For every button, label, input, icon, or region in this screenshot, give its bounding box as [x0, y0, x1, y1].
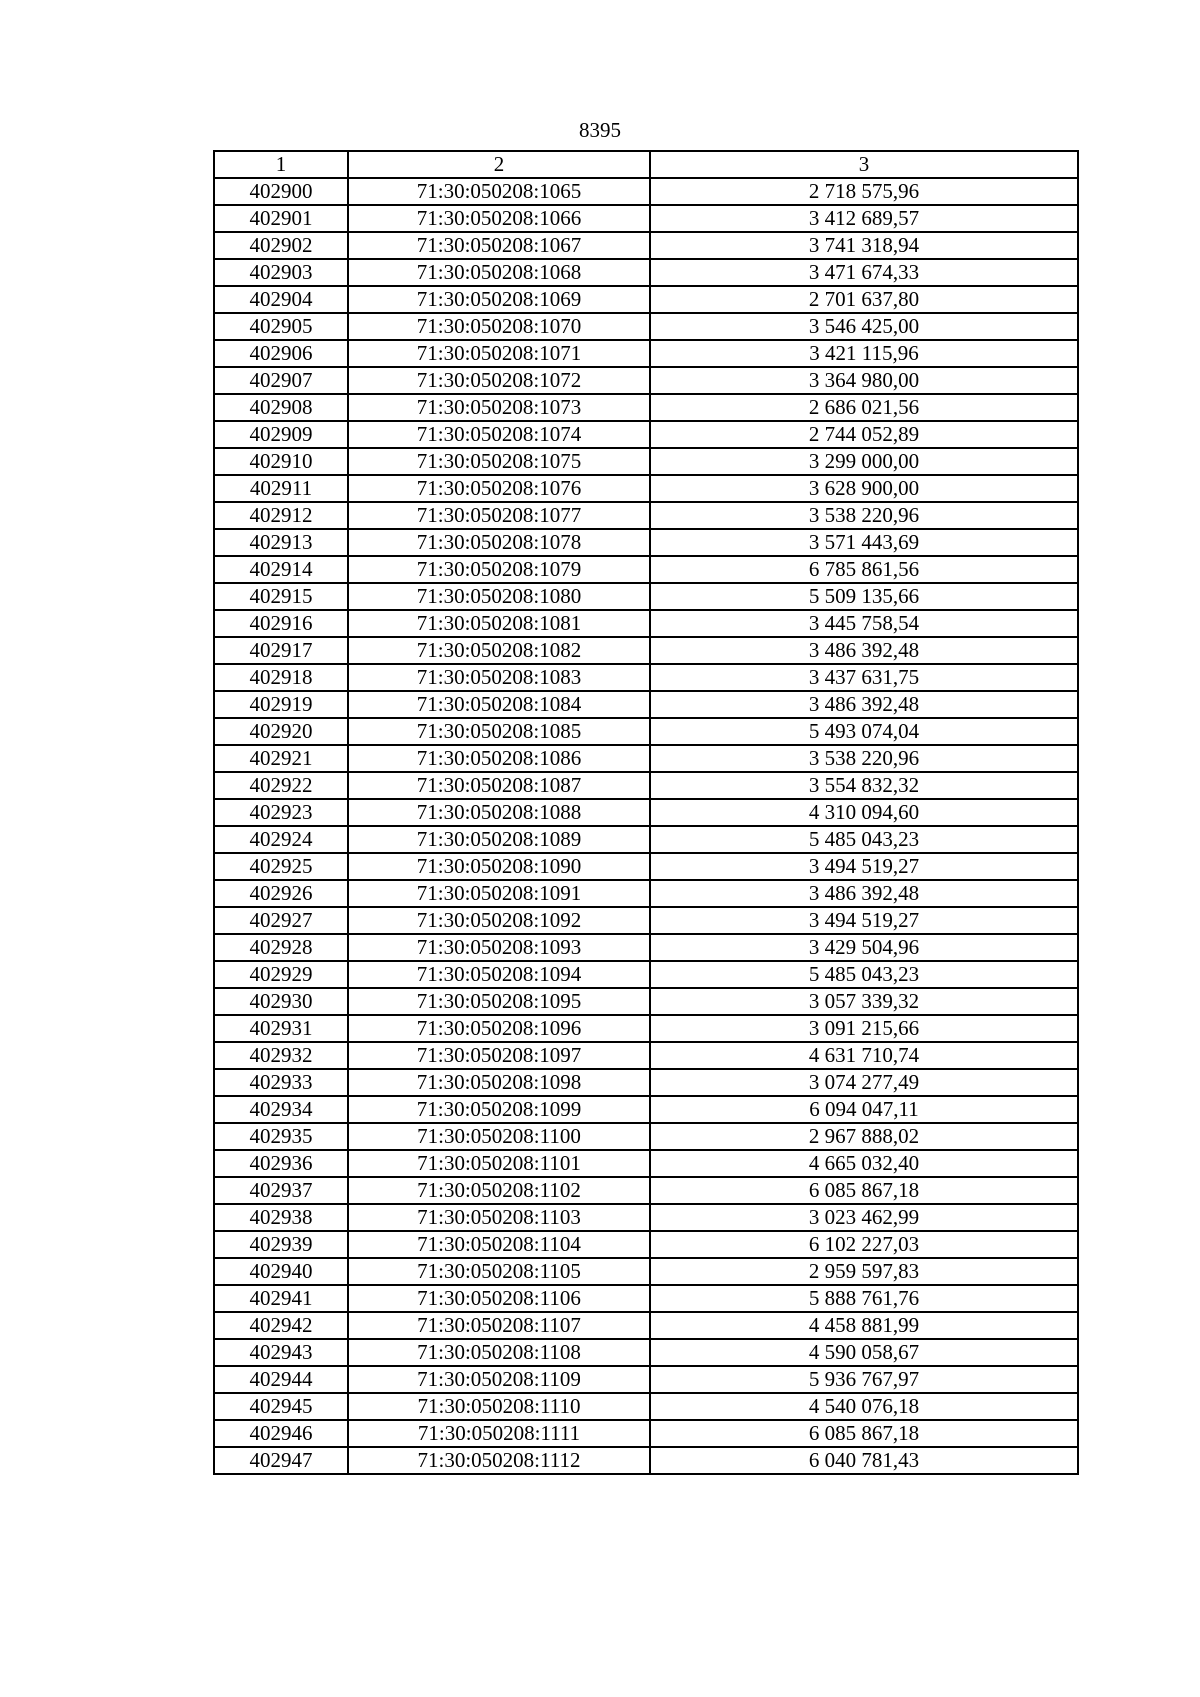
cadastral-value-cell: 3 364 980,00 — [650, 367, 1078, 394]
table-row — [214, 556, 1078, 583]
cadastral-number-cell: 71:30:050208:1089 — [348, 826, 650, 853]
table-row — [214, 313, 1078, 340]
cadastral-value-cell: 6 085 867,18 — [650, 1420, 1078, 1447]
cadastral-number-cell: 71:30:050208:1094 — [348, 961, 650, 988]
cadastral-number-cell: 71:30:050208:1083 — [348, 664, 650, 691]
cadastral-value-cell: 2 959 597,83 — [650, 1258, 1078, 1285]
cadastral-value-cell: 3 538 220,96 — [650, 502, 1078, 529]
cadastral-number-cell: 71:30:050208:1107 — [348, 1312, 650, 1339]
cadastral-value-cell: 5 493 074,04 — [650, 718, 1078, 745]
table-row — [214, 610, 1078, 637]
cadastral-value-cell: 3 445 758,54 — [650, 610, 1078, 637]
page-number: 8395 — [579, 118, 621, 142]
row-number-cell: 402929 — [214, 961, 348, 988]
table-row — [214, 988, 1078, 1015]
cadastral-number-cell: 71:30:050208:1087 — [348, 772, 650, 799]
row-number-cell: 402927 — [214, 907, 348, 934]
table-row — [214, 421, 1078, 448]
cadastral-number-cell: 71:30:050208:1098 — [348, 1069, 650, 1096]
cadastral-number-cell: 71:30:050208:1104 — [348, 1231, 650, 1258]
table-row — [214, 1447, 1078, 1474]
row-number-cell: 402912 — [214, 502, 348, 529]
cadastral-value-cell: 5 485 043,23 — [650, 961, 1078, 988]
row-number-cell: 402907 — [214, 367, 348, 394]
cadastral-value-cell: 6 102 227,03 — [650, 1231, 1078, 1258]
cadastral-value-cell: 2 744 052,89 — [650, 421, 1078, 448]
cadastral-value-cell: 6 085 867,18 — [650, 1177, 1078, 1204]
row-number-cell: 402909 — [214, 421, 348, 448]
table-row — [214, 934, 1078, 961]
row-number-cell: 402943 — [214, 1339, 348, 1366]
table-row — [214, 961, 1078, 988]
table-row — [214, 1231, 1078, 1258]
cadastral-number-cell: 71:30:050208:1106 — [348, 1285, 650, 1312]
cadastral-value-cell: 3 554 832,32 — [650, 772, 1078, 799]
cadastral-value-cell: 3 741 318,94 — [650, 232, 1078, 259]
cadastral-value-cell: 4 310 094,60 — [650, 799, 1078, 826]
cadastral-number-cell: 71:30:050208:1090 — [348, 853, 650, 880]
row-number-cell: 402922 — [214, 772, 348, 799]
row-number-cell: 402918 — [214, 664, 348, 691]
cadastral-number-cell: 71:30:050208:1076 — [348, 475, 650, 502]
cadastral-value-cell: 3 571 443,69 — [650, 529, 1078, 556]
table-row — [214, 1420, 1078, 1447]
row-number-cell: 402900 — [214, 178, 348, 205]
cadastral-number-cell: 71:30:050208:1080 — [348, 583, 650, 610]
cadastral-value-cell: 2 718 575,96 — [650, 178, 1078, 205]
table-row — [214, 448, 1078, 475]
cadastral-value-cell: 2 967 888,02 — [650, 1123, 1078, 1150]
row-number-cell: 402944 — [214, 1366, 348, 1393]
row-number-cell: 402935 — [214, 1123, 348, 1150]
cadastral-value-cell: 3 412 689,57 — [650, 205, 1078, 232]
table-row — [214, 205, 1078, 232]
cadastral-number-cell: 71:30:050208:1069 — [348, 286, 650, 313]
row-number-cell: 402937 — [214, 1177, 348, 1204]
cadastral-number-cell: 71:30:050208:1068 — [348, 259, 650, 286]
cadastral-value-cell: 2 686 021,56 — [650, 394, 1078, 421]
cadastral-value-cell: 2 701 637,80 — [650, 286, 1078, 313]
table-row — [214, 799, 1078, 826]
table-row — [214, 1015, 1078, 1042]
cadastral-value-cell: 5 936 767,97 — [650, 1366, 1078, 1393]
cadastral-value-cell: 5 485 043,23 — [650, 826, 1078, 853]
cadastral-value-cell: 5 509 135,66 — [650, 583, 1078, 610]
table-row — [214, 529, 1078, 556]
row-number-cell: 402924 — [214, 826, 348, 853]
table-row — [214, 178, 1078, 205]
row-number-cell: 402933 — [214, 1069, 348, 1096]
cadastral-number-cell: 71:30:050208:1084 — [348, 691, 650, 718]
row-number-cell: 402905 — [214, 313, 348, 340]
header-col-1: 1 — [214, 151, 348, 178]
table-row — [214, 718, 1078, 745]
cadastral-value-table — [213, 150, 1079, 1475]
cadastral-number-cell: 71:30:050208:1093 — [348, 934, 650, 961]
table-row — [214, 664, 1078, 691]
cadastral-number-cell: 71:30:050208:1100 — [348, 1123, 650, 1150]
cadastral-number-cell: 71:30:050208:1108 — [348, 1339, 650, 1366]
cadastral-value-cell: 3 494 519,27 — [650, 907, 1078, 934]
table-row — [214, 1285, 1078, 1312]
table-header — [214, 151, 1078, 178]
cadastral-number-cell: 71:30:050208:1073 — [348, 394, 650, 421]
cadastral-number-cell: 71:30:050208:1088 — [348, 799, 650, 826]
table-row — [214, 826, 1078, 853]
header-row — [214, 151, 1078, 178]
table-row — [214, 232, 1078, 259]
cadastral-number-cell: 71:30:050208:1105 — [348, 1258, 650, 1285]
cadastral-value-cell: 4 665 032,40 — [650, 1150, 1078, 1177]
cadastral-value-cell: 3 486 392,48 — [650, 691, 1078, 718]
row-number-cell: 402920 — [214, 718, 348, 745]
cadastral-value-cell: 4 590 058,67 — [650, 1339, 1078, 1366]
cadastral-value-cell: 3 429 504,96 — [650, 934, 1078, 961]
table-row — [214, 1393, 1078, 1420]
cadastral-number-cell: 71:30:050208:1074 — [348, 421, 650, 448]
table-row — [214, 259, 1078, 286]
cadastral-number-cell: 71:30:050208:1099 — [348, 1096, 650, 1123]
cadastral-number-cell: 71:30:050208:1081 — [348, 610, 650, 637]
header-col-3: 3 — [650, 151, 1078, 178]
row-number-cell: 402904 — [214, 286, 348, 313]
cadastral-number-cell: 71:30:050208:1097 — [348, 1042, 650, 1069]
cadastral-number-cell: 71:30:050208:1091 — [348, 880, 650, 907]
row-number-cell: 402941 — [214, 1285, 348, 1312]
cadastral-number-cell: 71:30:050208:1110 — [348, 1393, 650, 1420]
table-row — [214, 637, 1078, 664]
cadastral-number-cell: 71:30:050208:1102 — [348, 1177, 650, 1204]
table-row — [214, 853, 1078, 880]
table-row — [214, 1042, 1078, 1069]
cadastral-value-cell: 3 486 392,48 — [650, 637, 1078, 664]
cadastral-number-cell: 71:30:050208:1112 — [348, 1447, 650, 1474]
row-number-cell: 402931 — [214, 1015, 348, 1042]
table-body — [214, 178, 1078, 1474]
cadastral-number-cell: 71:30:050208:1070 — [348, 313, 650, 340]
row-number-cell: 402908 — [214, 394, 348, 421]
cadastral-value-cell: 4 631 710,74 — [650, 1042, 1078, 1069]
cadastral-value-cell: 3 546 425,00 — [650, 313, 1078, 340]
table-row — [214, 1096, 1078, 1123]
row-number-cell: 402946 — [214, 1420, 348, 1447]
cadastral-number-cell: 71:30:050208:1095 — [348, 988, 650, 1015]
cadastral-value-cell: 3 074 277,49 — [650, 1069, 1078, 1096]
cadastral-number-cell: 71:30:050208:1103 — [348, 1204, 650, 1231]
cadastral-number-cell: 71:30:050208:1071 — [348, 340, 650, 367]
table-row — [214, 880, 1078, 907]
cadastral-number-cell: 71:30:050208:1085 — [348, 718, 650, 745]
cadastral-value-cell: 3 299 000,00 — [650, 448, 1078, 475]
row-number-cell: 402910 — [214, 448, 348, 475]
row-number-cell: 402939 — [214, 1231, 348, 1258]
table-row — [214, 772, 1078, 799]
row-number-cell: 402916 — [214, 610, 348, 637]
cadastral-number-cell: 71:30:050208:1079 — [348, 556, 650, 583]
row-number-cell: 402902 — [214, 232, 348, 259]
cadastral-value-cell: 3 437 631,75 — [650, 664, 1078, 691]
row-number-cell: 402915 — [214, 583, 348, 610]
cadastral-value-cell: 3 494 519,27 — [650, 853, 1078, 880]
cadastral-number-cell: 71:30:050208:1067 — [348, 232, 650, 259]
row-number-cell: 402936 — [214, 1150, 348, 1177]
row-number-cell: 402942 — [214, 1312, 348, 1339]
cadastral-number-cell: 71:30:050208:1078 — [348, 529, 650, 556]
row-number-cell: 402906 — [214, 340, 348, 367]
cadastral-number-cell: 71:30:050208:1082 — [348, 637, 650, 664]
row-number-cell: 402926 — [214, 880, 348, 907]
table-row — [214, 340, 1078, 367]
table-row — [214, 475, 1078, 502]
cadastral-number-cell: 71:30:050208:1075 — [348, 448, 650, 475]
cadastral-value-cell: 3 486 392,48 — [650, 880, 1078, 907]
cadastral-number-cell: 71:30:050208:1096 — [348, 1015, 650, 1042]
row-number-cell: 402903 — [214, 259, 348, 286]
table-row — [214, 1204, 1078, 1231]
cadastral-value-cell: 3 057 339,32 — [650, 988, 1078, 1015]
table-row — [214, 286, 1078, 313]
cadastral-value-cell: 3 471 674,33 — [650, 259, 1078, 286]
cadastral-value-cell: 3 538 220,96 — [650, 745, 1078, 772]
row-number-cell: 402928 — [214, 934, 348, 961]
row-number-cell: 402917 — [214, 637, 348, 664]
table-row — [214, 907, 1078, 934]
row-number-cell: 402914 — [214, 556, 348, 583]
cadastral-value-cell: 4 458 881,99 — [650, 1312, 1078, 1339]
table-row — [214, 1177, 1078, 1204]
cadastral-number-cell: 71:30:050208:1111 — [348, 1420, 650, 1447]
cadastral-value-cell: 3 091 215,66 — [650, 1015, 1078, 1042]
cadastral-value-cell: 3 023 462,99 — [650, 1204, 1078, 1231]
row-number-cell: 402921 — [214, 745, 348, 772]
cadastral-value-cell: 6 040 781,43 — [650, 1447, 1078, 1474]
row-number-cell: 402923 — [214, 799, 348, 826]
row-number-cell: 402925 — [214, 853, 348, 880]
table-row — [214, 1069, 1078, 1096]
cadastral-number-cell: 71:30:050208:1092 — [348, 907, 650, 934]
table-row — [214, 583, 1078, 610]
table-row — [214, 1123, 1078, 1150]
row-number-cell: 402947 — [214, 1447, 348, 1474]
cadastral-number-cell: 71:30:050208:1077 — [348, 502, 650, 529]
row-number-cell: 402938 — [214, 1204, 348, 1231]
row-number-cell: 402945 — [214, 1393, 348, 1420]
row-number-cell: 402901 — [214, 205, 348, 232]
cadastral-number-cell: 71:30:050208:1109 — [348, 1366, 650, 1393]
cadastral-value-cell: 6 094 047,11 — [650, 1096, 1078, 1123]
row-number-cell: 402934 — [214, 1096, 348, 1123]
table-row — [214, 1366, 1078, 1393]
header-col-2: 2 — [348, 151, 650, 178]
table-row — [214, 1258, 1078, 1285]
table-row — [214, 1339, 1078, 1366]
cadastral-number-cell: 71:30:050208:1065 — [348, 178, 650, 205]
row-number-cell: 402913 — [214, 529, 348, 556]
cadastral-value-cell: 3 421 115,96 — [650, 340, 1078, 367]
row-number-cell: 402940 — [214, 1258, 348, 1285]
cadastral-number-cell: 71:30:050208:1066 — [348, 205, 650, 232]
cadastral-number-cell: 71:30:050208:1101 — [348, 1150, 650, 1177]
row-number-cell: 402932 — [214, 1042, 348, 1069]
table-row — [214, 394, 1078, 421]
row-number-cell: 402919 — [214, 691, 348, 718]
table-row — [214, 1312, 1078, 1339]
table-row — [214, 502, 1078, 529]
row-number-cell: 402911 — [214, 475, 348, 502]
cadastral-number-cell: 71:30:050208:1086 — [348, 745, 650, 772]
cadastral-number-cell: 71:30:050208:1072 — [348, 367, 650, 394]
table-row — [214, 691, 1078, 718]
table-row — [214, 745, 1078, 772]
table-row — [214, 1150, 1078, 1177]
cadastral-value-cell: 5 888 761,76 — [650, 1285, 1078, 1312]
cadastral-value-cell: 4 540 076,18 — [650, 1393, 1078, 1420]
cadastral-value-cell: 3 628 900,00 — [650, 475, 1078, 502]
row-number-cell: 402930 — [214, 988, 348, 1015]
cadastral-value-cell: 6 785 861,56 — [650, 556, 1078, 583]
table-row — [214, 367, 1078, 394]
